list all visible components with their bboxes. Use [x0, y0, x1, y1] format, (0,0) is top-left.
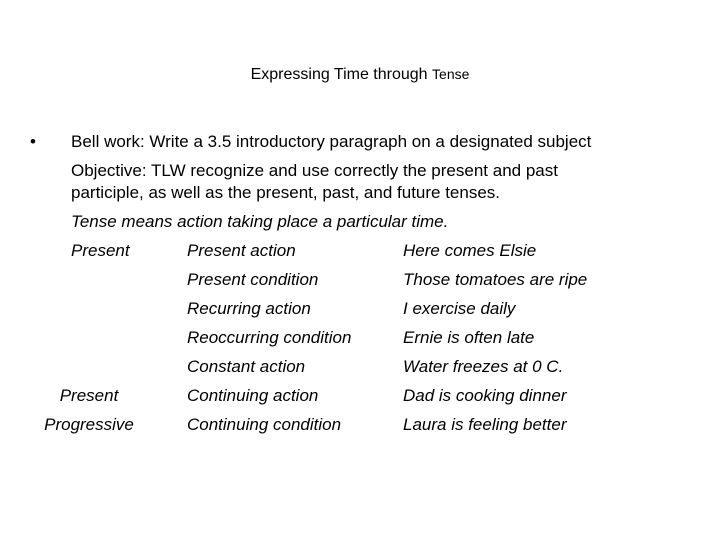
tense-label: Progressive: [44, 415, 134, 434]
tense-use: Continuing action: [187, 386, 319, 405]
tense-use: Recurring action: [187, 299, 311, 318]
tense-example: Dad is cooking dinner: [403, 386, 567, 405]
tense-use: Continuing condition: [187, 415, 342, 434]
tense-row: [0, 413, 720, 437]
title-main: Expressing Time through: [250, 66, 428, 83]
bullet-icon: •: [30, 132, 36, 151]
tense-example: Water freezes at 0 C.: [403, 357, 564, 376]
tense-use: Present condition: [187, 270, 319, 289]
tense-row: [0, 355, 720, 379]
tense-row: [0, 384, 720, 408]
objective-line-1: Objective: TLW recognize and use correctly the present and past: [71, 161, 558, 180]
tense-row: [0, 239, 720, 263]
tense-row: [0, 268, 720, 292]
slide-title: [0, 63, 720, 86]
objective-line-2: participle, as well as the present, past, and future tenses.: [71, 183, 501, 202]
title-small: Tense: [432, 66, 470, 82]
tense-use: Reoccurring condition: [187, 328, 352, 347]
bell-work-text: Bell work: Write a 3.5 introductory paragraph on a designated subject: [71, 132, 592, 151]
tense-label: Present: [59, 386, 119, 405]
tense-use: Present action: [187, 241, 296, 260]
tense-example: Here comes Elsie: [403, 241, 537, 260]
tense-definition: Tense means action taking place a particular time.: [71, 212, 449, 231]
tense-example: I exercise daily: [403, 299, 516, 318]
tense-example: Laura is feeling better: [403, 415, 567, 434]
tense-row: [0, 326, 720, 350]
tense-label: Present: [71, 241, 130, 260]
tense-use: Constant action: [187, 357, 306, 376]
tense-row: [0, 297, 720, 321]
tense-example: Those tomatoes are ripe: [403, 270, 588, 289]
tense-example: Ernie is often late: [403, 328, 535, 347]
